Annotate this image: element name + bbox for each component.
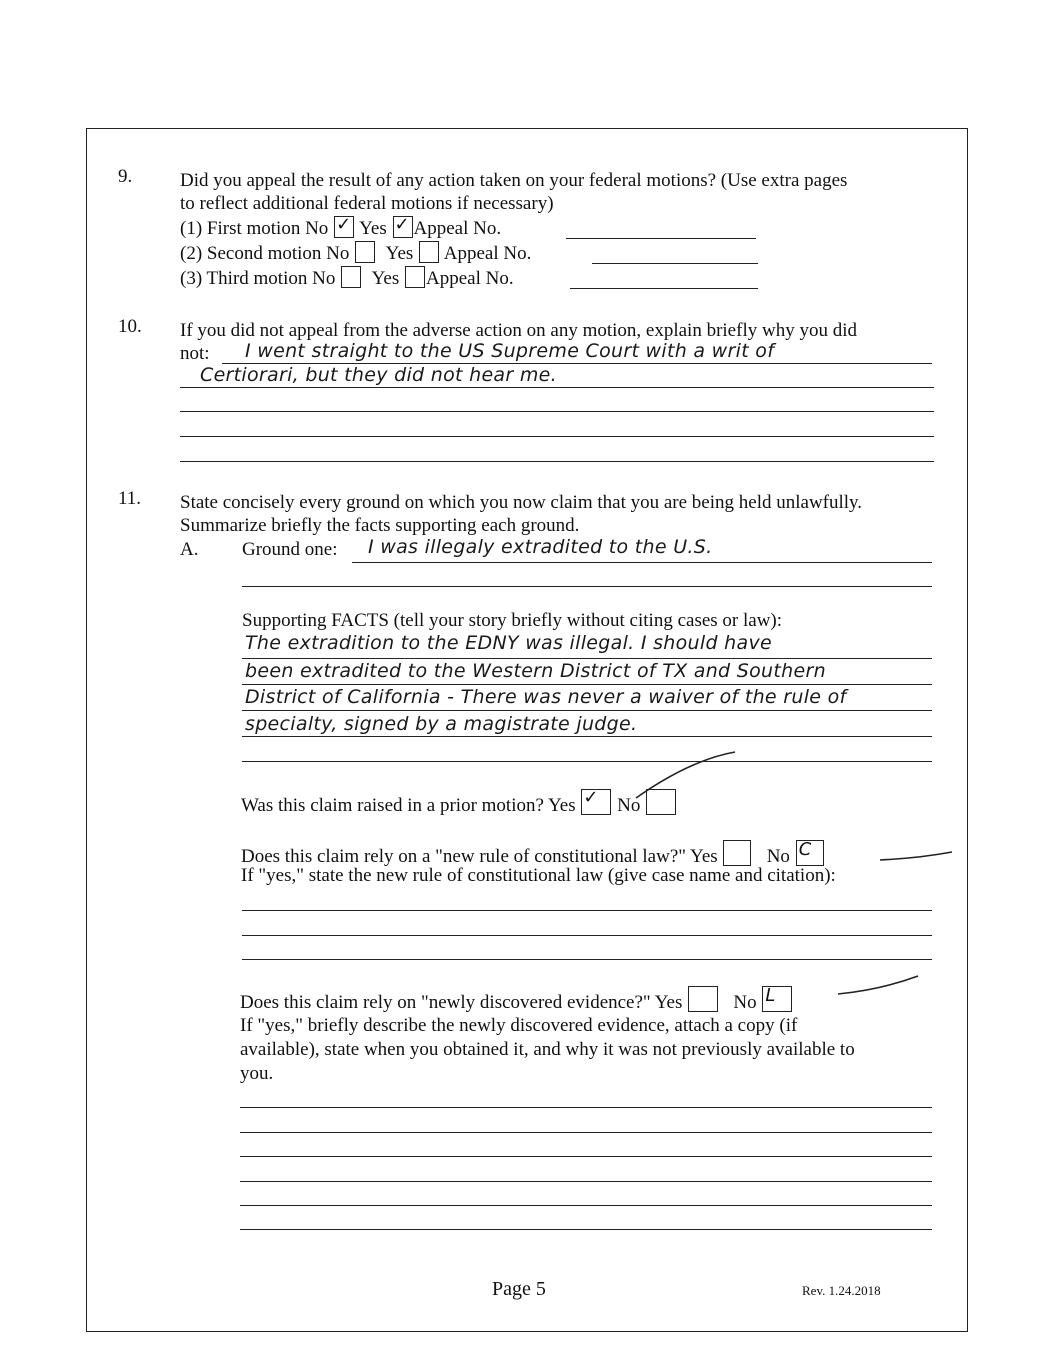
q10-answer-line2: Certiorari, but they did not hear me.: [200, 364, 557, 386]
supporting-facts-label: Supporting FACTS (tell your story briefly without citing cases or law):: [242, 610, 783, 631]
first-motion-yes-label: Yes: [359, 218, 387, 239]
prior-motion-question: Was this claim raised in a prior motion? Yes: [241, 795, 576, 816]
q10-answer-line1: I went straight to the US Supreme Court with a writ of: [245, 340, 775, 362]
facts-answer-line4: specialty, signed by a magistrate judge.: [245, 713, 638, 735]
facts-answer-line3: District of California - There was never a waiver of the rule of: [245, 686, 847, 708]
third-motion-yes-label: Yes: [371, 268, 400, 289]
facts-answer-line2: been extradited to the Western District of TX and Southern: [245, 660, 826, 682]
second-motion-label: (2) Second motion No: [180, 243, 350, 264]
check-icon: ✓: [394, 214, 410, 235]
new-rule-question: Does this claim rely on a "new rule of constitutional law?" Yes: [241, 846, 718, 867]
revision-date: Rev. 1.24.2018: [802, 1283, 881, 1298]
pen-stroke-new-evidence: [838, 976, 918, 994]
q11-number: 11.: [118, 488, 142, 509]
ground-one-label: Ground one:: [242, 539, 338, 560]
new-evidence-if-line1: If "yes," briefly describe the newly discovered evidence, attach a copy (if: [240, 1015, 798, 1036]
q9-text-line2: to reflect additional federal motions if necessary): [180, 193, 554, 214]
check-icon: ✓: [336, 214, 352, 235]
pen-stroke-prior-motion: [636, 752, 735, 798]
prior-motion-no-label: No: [617, 795, 641, 816]
new-rule-no-label: No: [766, 846, 790, 867]
new-evidence-if-line3: you.: [240, 1063, 274, 1084]
ground-one-answer: I was illegaly extradited to the U.S.: [368, 536, 713, 558]
new-rule-if-yes: If "yes," state the new rule of constitutional law (give case name and citation):: [241, 865, 836, 886]
page-number: Page 5: [492, 1278, 546, 1300]
check-icon: ✓: [583, 787, 599, 808]
second-motion-yes-label: Yes: [385, 243, 414, 264]
q10-number: 10.: [118, 316, 142, 337]
second-motion-appeal-label: Appeal No.: [443, 243, 532, 264]
third-motion-label: (3) Third motion No: [180, 268, 336, 289]
q10-text-line1: If you did not appeal from the adverse action on any motion, explain briefly why you did: [180, 320, 857, 341]
q9-text-line1: Did you appeal the result of any action taken on your federal motions? (Use extra pages: [180, 170, 848, 191]
q9-number: 9.: [118, 166, 133, 187]
new-evidence-no-label: No: [733, 992, 757, 1013]
q11-text-line1: State concisely every ground on which you now claim that you are being held unlawfully.: [180, 492, 863, 513]
ground-letter: A.: [180, 539, 199, 560]
new-evidence-if-line2: available), state when you obtained it, and why it was not previously available to: [240, 1039, 855, 1060]
q10-text-line2: not:: [180, 343, 210, 364]
first-motion-label: (1) First motion No: [180, 218, 329, 239]
handwritten-mark-c: C: [798, 839, 812, 860]
pen-stroke-new-rule: [880, 852, 952, 860]
q11-text-line2: Summarize briefly the facts supporting each ground.: [180, 515, 580, 536]
third-motion-appeal-label: Appeal No.: [426, 268, 514, 289]
facts-answer-line1: The extradition to the EDNY was illegal. I should have: [245, 632, 772, 654]
first-motion-appeal-label: Appeal No.: [413, 218, 502, 239]
handwritten-mark-l: L: [765, 985, 776, 1006]
new-evidence-question: Does this claim rely on "newly discovered evidence?" Yes: [240, 992, 683, 1013]
